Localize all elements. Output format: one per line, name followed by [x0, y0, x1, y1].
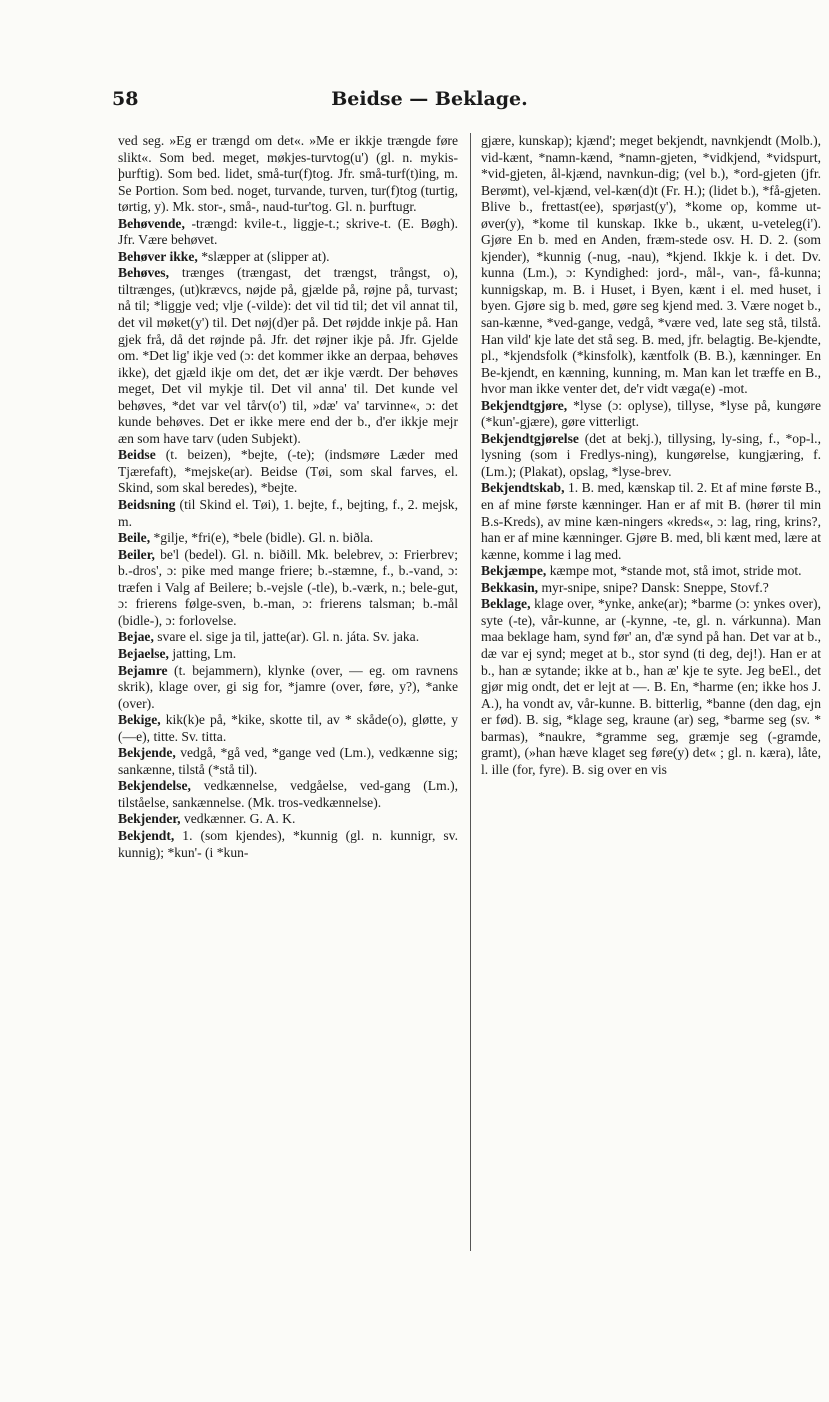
- dictionary-entry: [118, 778, 458, 811]
- entry-headword: Beidse: [118, 447, 156, 463]
- entry-headword: Bekjendelse,: [118, 778, 191, 794]
- entry-headword: Bekjende,: [118, 745, 176, 761]
- dictionary-entry: [118, 265, 458, 447]
- entry-headword: Behøvende,: [118, 215, 185, 231]
- entry-text: *gilje, *fri(e), *bele (bidle). Gl. n. biðla.: [153, 530, 374, 546]
- dictionary-entry: [481, 563, 821, 580]
- entry-headword: Beiler,: [118, 546, 155, 562]
- entry-text: vedkænnelse, vedgåelse, ved-gang (Lm.), tilståelse, sankænnelse. (Mk. tros-vedkænnelse).: [118, 778, 459, 810]
- dictionary-entry: [118, 530, 458, 547]
- entry-headword: Behøves,: [118, 265, 169, 281]
- dictionary-entry: [118, 216, 458, 249]
- dictionary-entry: [118, 646, 458, 663]
- entry-text: vedkænner. G. A. K.: [183, 811, 296, 827]
- entry-headword: Bejamre: [118, 662, 168, 678]
- dictionary-entry: [118, 811, 458, 828]
- entry-text: (t. beizen), *bejte, (-te); (indsmøre Læder med Tjærefaft), *mejske(ar). Beidse (Tøi, som skal farves, el. Skind, som skal beredes), *bejte.: [118, 447, 458, 496]
- entry-headword: Beklage,: [481, 596, 531, 612]
- entry-headword: Behøver ikke,: [118, 248, 198, 264]
- dictionary-entry: [118, 447, 458, 497]
- dictionary-entry: [481, 398, 821, 431]
- entry-text: *slæpper at (slipper at).: [201, 248, 330, 264]
- dictionary-entry: [118, 828, 458, 861]
- dictionary-entry: [481, 431, 821, 481]
- dictionary-entry: [481, 580, 821, 597]
- dictionary-entry: [118, 249, 458, 266]
- dictionary-entry: [118, 745, 458, 778]
- right-column: [481, 133, 821, 778]
- entry-headword: Bekjæmpe,: [481, 563, 547, 579]
- dictionary-entry: [118, 712, 458, 745]
- dictionary-entry: [118, 133, 458, 216]
- entry-headword: Beile,: [118, 530, 151, 546]
- entry-headword: Bekjender,: [118, 811, 181, 827]
- entry-text: ved seg. »Eg er trængd om det«. »Me er ikkje trængde føre slikt«. Som bed. meget, møkjes-turvtog(u') (gl. n. mykis-þurftig). Som bed. lidet, små-tur(f)tog. Jfr. små-turf(t)ing, m. Se Portion. Som bed. noget, turvande, turven, tur(f)tog (turtig, tørtig, y). Mk. stor-, små-, naud-tur'tog. Gl. n. þurftugr.: [118, 133, 458, 215]
- entry-headword: Bejaelse,: [118, 645, 169, 661]
- dictionary-entry: [118, 629, 458, 646]
- dictionary-entry: [481, 480, 821, 563]
- entry-text: kik(k)e på, *kike, skotte til, av * skåde(o), gløtte, y (—e), titte. Sv. titta.: [118, 712, 458, 744]
- page-number: 58: [112, 88, 139, 110]
- entry-headword: Bekjendtgjørelse: [481, 430, 579, 446]
- entry-text: jatting, Lm.: [172, 645, 237, 661]
- entry-text: kæmpe mot, *stande mot, stå imot, stride mot.: [549, 563, 802, 579]
- entry-text: 1. (som kjendes), *kunnig (gl. n. kunnigr, sv. kunnig); *kun'- (i *kun-: [118, 827, 458, 860]
- entry-text: (det at bekj.), tillysing, ly-sing, f., *op-l., lysning (som i Fredlys-ning), kungørelse, kungjæring, f. (Lm.); (Plakat), opslag, *lyse-brev.: [481, 430, 821, 479]
- entry-text: myr-snipe, snipe? Dansk: Sneppe, Stovf.?: [541, 579, 769, 595]
- entry-headword: Bekjendt,: [118, 827, 175, 843]
- entry-text: vedgå, *gå ved, *gange ved (Lm.), vedkænne sig; sankænne, tilstå (*stå til).: [118, 745, 458, 777]
- entry-headword: Bekige,: [118, 712, 161, 728]
- entry-headword: Bekjendtskab,: [481, 480, 565, 496]
- entry-headword: Bejae,: [118, 629, 154, 645]
- running-head: Beidse — Beklage.: [331, 88, 528, 110]
- entry-text: svare el. sige ja til, jatte(ar). Gl. n. játa. Sv. jaka.: [157, 629, 420, 645]
- entry-headword: Bekkasin,: [481, 579, 539, 595]
- entry-text: *lyse (ɔ: oplyse), tillyse, *lyse på, kungøre (*kun'-gjære), gøre vitterligt.: [481, 397, 821, 430]
- entry-text: gjære, kunskap); kjænd'; meget bekjendt, navnkjendt (Molb.), vid-kænt, *namn-kænd, *namn-gjeten, *vidkjend, *vidspurt, *vid-gjeten, ål-kjænd, navnkun-dig; (vel b.), *ord-gjeten (jfr. Berømt), vel-kjænd, vel-kæn(d)t (Fr. H.); (lidet b.), *få-gjeten. Blive b., frettast(ee), spørjast(y'), *kome op, komme ut-øver(y), *kome til kunskap. Ikke b., ukænt, u-veteleg(i'). Gjøre En b. med en Anden, fræm-stede osv. H. D. 2. (som kjender), *kunnig (-nug, -nau), *kjend. Ikkje k. i det. Dv. kunna (Lm.), ɔ: Kyndighed: jord-, mål-, van-, få-kunna; kunnigskap, m. B. i Huset, i Byen, kænt i el. med huset, i byen. Gjøre sig b. med, gøre seg kjend med. 3. Være noget b., san-kænne, *ved-gange, vedgå, *være ved, late seg stå, tilstå. Han vild' kje late det stå seg. B. med, jfr. belagtig. Be-kjendte, pl., *kjendsfolk (*kinsfolk), kæntfolk (B. B.), kænninger. En Be-kjendt, en kænning, kunning, m. Man kan let træffe en B., hvor man ikke venter det, de'r vidt væga(e) -mot.: [481, 133, 821, 397]
- entry-text: be'l (bedel). Gl. n. biðill. Mk. belebrev, ɔ: Frierbrev; b.-dros', ɔ: pike med mange friere; b.-stæmne, f., b.-vand, ɔ: træfen i Valg af Beilere; b.-vejsle (-tle), b.-værk, n.; bele-gut, ɔ: frierens følge-sven, b.-man, ɔ: frierens talsman; b.-mål (bidle-), ɔ: forlovelse.: [118, 546, 458, 628]
- entry-text: (t. bejammern), klynke (over, — eg. om ravnens skrik), klage over, gi sig for, *jamre (over, føre, y?), *anke (over).: [118, 662, 459, 711]
- dictionary-entry: [118, 663, 458, 713]
- dictionary-entry: [118, 497, 458, 530]
- column-divider: [470, 133, 471, 1251]
- entry-headword: Bekjendtgjøre,: [481, 397, 568, 413]
- entry-text: klage over, *ynke, anke(ar); *barme (ɔ: ynkes over), syte (-te), vår-kunne, ar (-kynne, -te, gl. n. várkunna). Man maa beklage ham, synd før' an, d'æ synd på han. Det var at b., dæ var ej synd; meget at b., stor synd (ti deg, dej!). Han er at b., han æ sytande; ikke at b., han æ' kje te syte. Jeg beEl., det gjør mig ondt, det er lejt at —. B. En, *harme (en; ikke hos J. A.), ha vondt av, vår-kunne. B. bitterlig, *banne (den dag, ejn er fød). B. sig, *klage seg, kraune (ar) seg, *barme seg (sv. * barmas), *naukre, *gramme seg, græmje seg (-gramde, gramt), (»han hæve klaget seg føre(y) det« ; gl. n. kæra), låte, l. ille (for, fyre). B. sig over en vis: [481, 596, 821, 777]
- dictionary-entry: [481, 133, 821, 398]
- entry-text: (til Skind el. Tøi), 1. bejte, f., bejting, f., 2. mejsk, m.: [118, 497, 458, 529]
- entry-text: -trængd: kvile-t., liggje-t.; skrive-t. (E. Bøgh). Jfr. Være behøvet.: [118, 215, 458, 248]
- entry-headword: Beidsning: [118, 497, 176, 513]
- left-column: [118, 133, 458, 861]
- dictionary-entry: [481, 596, 821, 778]
- entry-text: trænges (trængast, det trængst, trångst, o), tiltrænges, (ut)krævcs, nøjde på, gjælde på, røjne på, turvast; nå til; *liggje ved; vlje (-vilde): det vil tid til; det vil annat til, det vil møket(y') til. Det nøj(d)er på. Det røjdde inkje på. Han gjek frå, då det røjnde på. Jfr. det røjner ikje på. Jfr. Gjelde om. *Det lig' ikje ved (ɔ: det kommer ikke an derpaa, behøves ikke), det gjæld ikje om det, det ær ikje værdt. Der behøves meget, Det vil mykje til. Det vil anna' til. Det kunde vel behøves, *det var vel tårv(o') til, »dæ' va' tarvinne«, ɔ: det kunde behøves. Det er ikke mere end der b., d'er ikkje mejr æn som have tarv (uden Subjekt).: [118, 265, 458, 446]
- entry-text: 1. B. med, kænskap til. 2. Et af mine første B., en af mine første kænninger. Han er af mit B. (hører til min B.s-Kreds), av mine kæn-ningers «kreds«, ɔ: lag, ring, krins?, han er af mine kænninger. Gjøre B. med, bli kænt med, lære at kænne, komme i lag med.: [481, 480, 821, 562]
- dictionary-entry: [118, 547, 458, 630]
